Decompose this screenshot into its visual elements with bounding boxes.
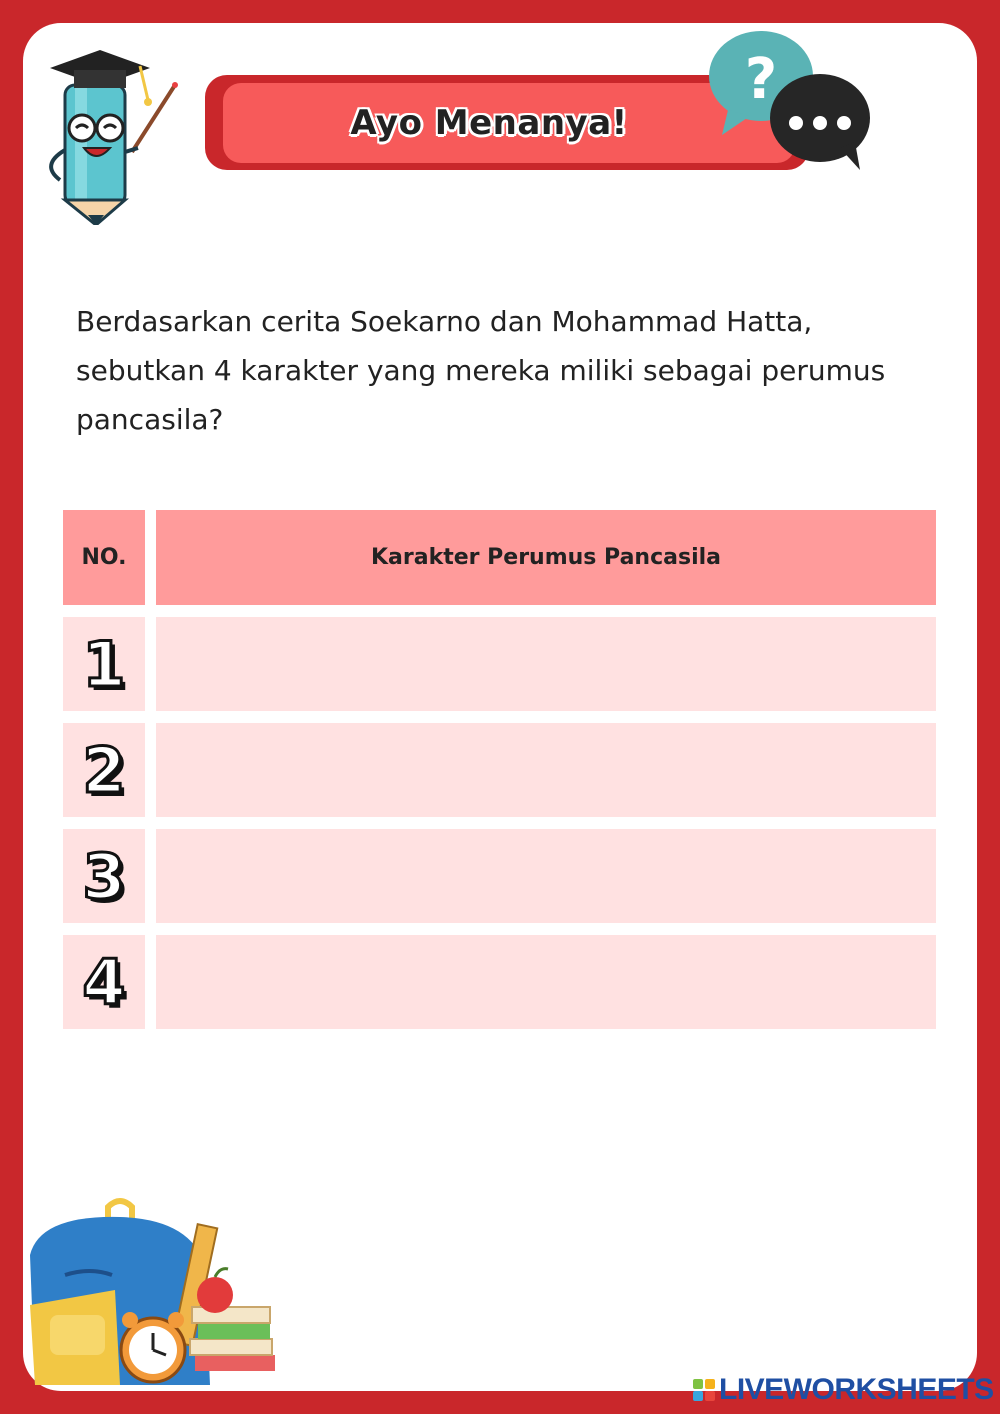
table-header-karakter-label: Karakter Perumus Pancasila <box>370 545 721 570</box>
question-text: Berdasarkan cerita Soekarno dan Mohammad Hatta, sebutkan 4 karakter yang mereka miliki sebagai perumus pancasila? <box>76 305 886 436</box>
table-row-2-answer-input[interactable] <box>156 723 936 817</box>
ellipsis-bubble-icon <box>765 66 875 172</box>
table-row-3-answer-input[interactable] <box>156 829 936 923</box>
watermark-text: LIVEWORKSHEETS <box>719 1373 994 1406</box>
table-header-no-label: NO. <box>81 545 127 570</box>
table-row-1-number <box>63 617 145 711</box>
row-number: 2 <box>82 733 126 807</box>
row-number: 4 <box>82 945 126 1019</box>
row-number: 1 <box>82 627 126 701</box>
row-number: 3 <box>82 839 126 913</box>
pencil-mascot-icon <box>30 40 180 225</box>
table-row-3-number <box>63 829 145 923</box>
table-header-karakter <box>156 510 936 605</box>
svg-text:?: ? <box>744 47 778 112</box>
page-title: Ayo Menanya! <box>350 103 628 143</box>
liveworksheets-watermark <box>693 1372 994 1408</box>
table-row-4-number <box>63 935 145 1029</box>
table-header-no <box>63 510 145 605</box>
table-row-2-number <box>63 723 145 817</box>
table-row-4-answer-input[interactable] <box>156 935 936 1029</box>
school-supplies-icon <box>20 1195 285 1395</box>
table-row-1-answer-input[interactable] <box>156 617 936 711</box>
liveworksheets-logo-icon <box>693 1379 715 1401</box>
